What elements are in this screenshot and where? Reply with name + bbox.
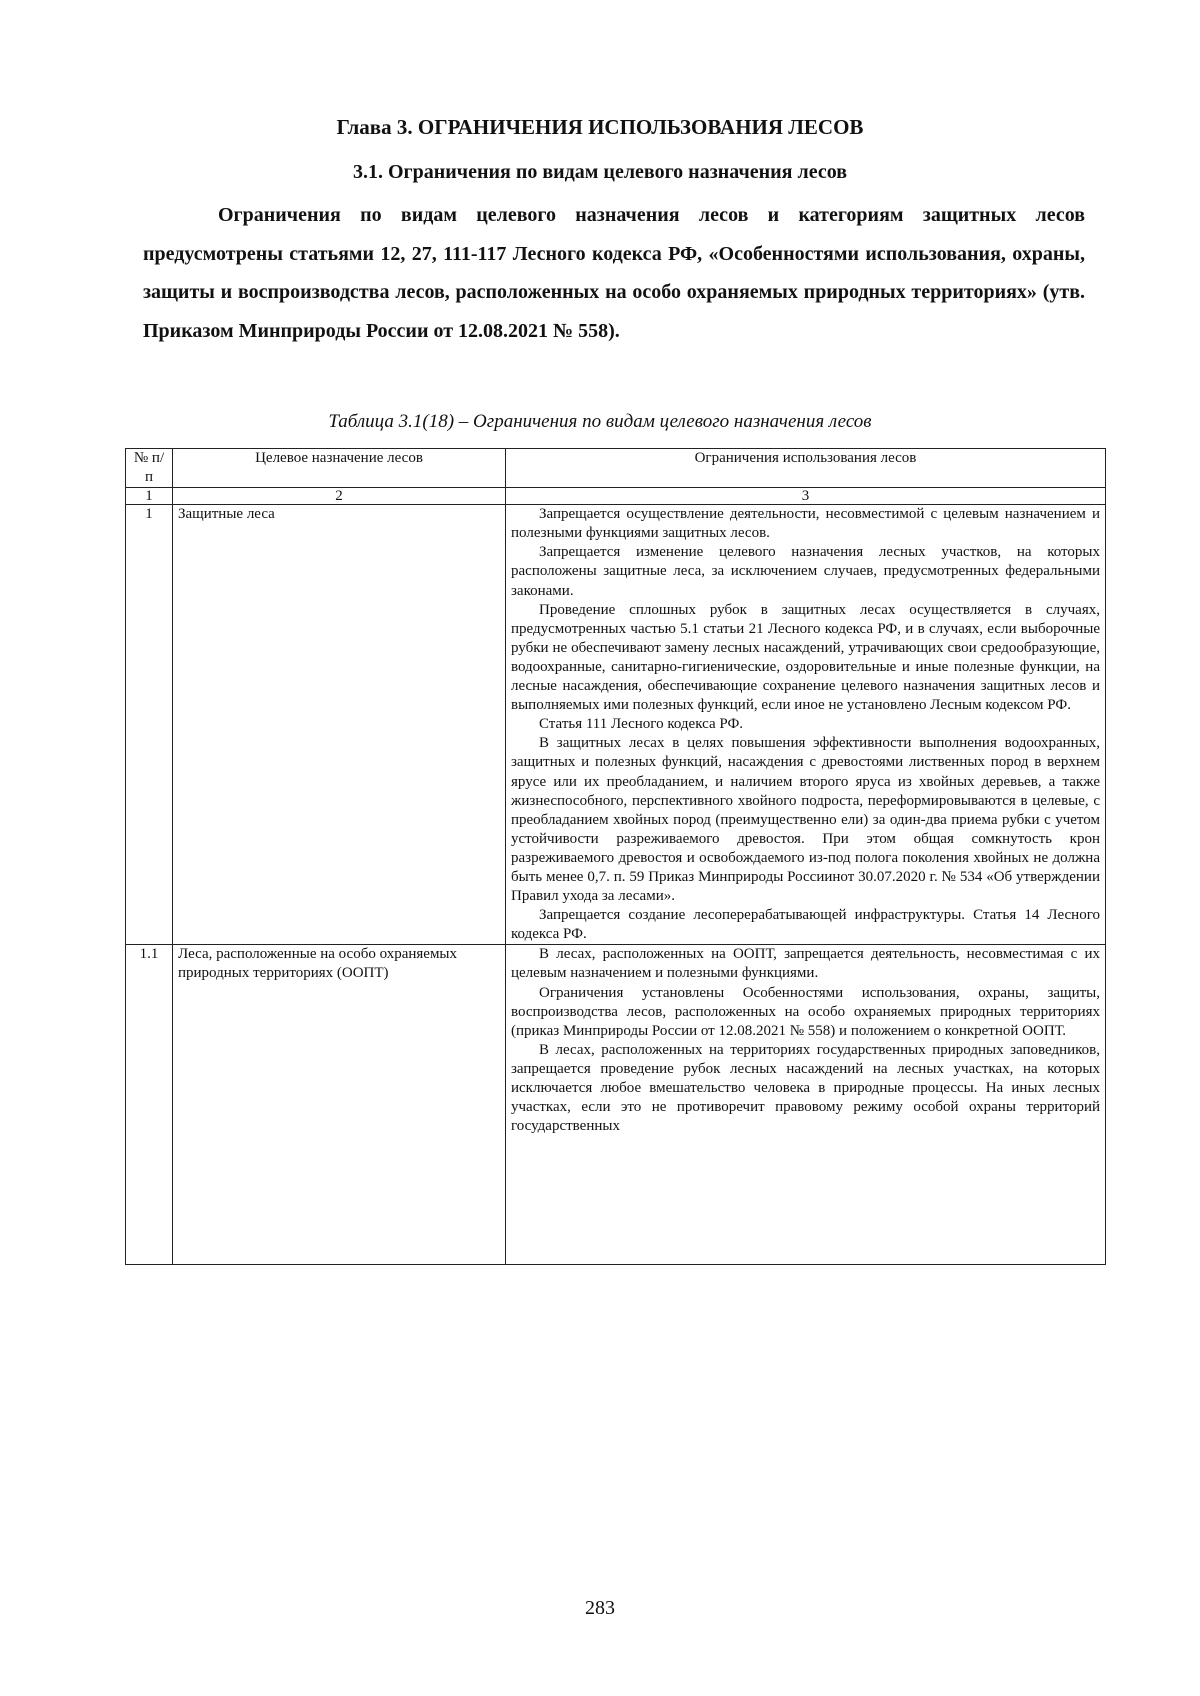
chapter-title: Глава 3. ОГРАНИЧЕНИЯ ИСПОЛЬЗОВАНИЯ ЛЕСОВ xyxy=(336,115,864,139)
restrictions-cell xyxy=(506,505,1106,945)
forest-purpose: Защитные леса xyxy=(173,505,506,945)
restriction-paragraph: Ограничения установлены Особенностями использования, охраны, защиты, воспроизводства лесов, расположенных на особо охраняемых природных территориях (приказ Минприроды России от 12.08.2021 № 558) и положением о конкретной ООПТ. xyxy=(511,984,1100,1039)
intro-paragraph: Ограничения по видам целевого назначения лесов и категориям защитных лесов предусмотрены статьями 12, 27, 111-117 Лесного кодекса РФ, «Особенностями использования, охраны, защиты и воспроизводства лесов, расположенных на особо охраняемых природных территориях» (утв. Приказом Минприроды России от 12.08.2021 № 558). xyxy=(143,204,1085,342)
restriction-paragraph: В лесах, расположенных на территориях государственных природных заповедников, запрещается проведение рубок лесных насаждений на лесных участках, на которых исключается любое вмешательство человека в природные процессы. На иных лесных участках, если это не противоречит правовому режиму особой охраны территорий государственных xyxy=(511,1041,1100,1135)
table-row xyxy=(126,945,1106,1265)
column-number: 2 xyxy=(173,488,506,505)
restriction-paragraph: В защитных лесах в целях повышения эффективности выполнения водоохранных, защитных и полезных функций, насаждения с древостоями лиственных пород в верхнем ярусе или их преобладанием, и наличием второго яруса из хвойных деревьев, а также жизнеспособного, перспективного хвойного подроста, переформировываются в целевые, с преобладанием хвойных пород (преимущественно ели) за один-два приема рубки с учетом устойчивости разреживаемого древостоя. При этом общая сомкнутость крон разреживаемого древостоя и освобождаемого из-под полога поколения хвойных не должна быть менее 0,7. п. 59 Приказ Минприроды Россиинот 30.07.2020 г. № 534 «Об утверждении Правил ухода за лесами». xyxy=(511,735,1100,905)
column-number-row xyxy=(126,488,1106,505)
restrictions-table xyxy=(125,448,1106,1265)
restrictions-cell xyxy=(506,945,1106,1265)
restriction-paragraph: В лесах, расположенных на ООПТ, запрещается деятельность, несовместимая с их целевым назначением и полезными функциями. xyxy=(511,946,1100,982)
section-title: 3.1. Ограничения по видам целевого назначения лесов xyxy=(353,161,847,183)
table-caption: Таблица 3.1(18) – Ограничения по видам целевого назначения лесов xyxy=(328,411,872,432)
row-number: 1 xyxy=(126,505,173,945)
column-number: 3 xyxy=(506,488,1106,505)
restriction-paragraph: Запрещается осуществление деятельности, несовместимой с целевым назначением и полезными функциями защитных лесов. xyxy=(511,506,1100,542)
header-restrictions: Ограничения использования лесов xyxy=(506,449,1106,488)
restriction-paragraph: Статья 111 Лесного кодекса РФ. xyxy=(539,716,744,733)
header-purpose: Целевое назначение лесов xyxy=(173,449,506,488)
table-header-row xyxy=(126,449,1106,488)
restriction-paragraph: Запрещается изменение целевого назначения лесных участков, на которых расположены защитные леса, за исключением случаев, предусмотренных федеральными законами. xyxy=(511,544,1100,599)
forest-purpose: Леса, расположенные на особо охраняемых природных территориях (ООПТ) xyxy=(173,945,506,1265)
page-number: 283 xyxy=(585,1597,615,1619)
row-number: 1.1 xyxy=(126,945,173,1265)
header-number: № п/п xyxy=(126,449,173,488)
restriction-paragraph: Запрещается создание лесоперерабатывающей инфраструктуры. Статья 14 Лесного кодекса РФ. xyxy=(511,907,1100,943)
table-row xyxy=(126,505,1106,945)
restriction-paragraph: Проведение сплошных рубок в защитных лесах осуществляется в случаях, предусмотренных частью 5.1 статьи 21 Лесного кодекса РФ, и в случаях, если выборочные рубки не обеспечивают замену лесных насаждений, утрачивающих свои средообразующие, водоохранные, санитарно-гигиенические, оздоровительные и иные полезные функции, на лесные насаждения, обеспечивающие сохранение целевого назначения защитных лесов и выполняемых ими полезных функций, если иное не установлено Лесным кодексом РФ. xyxy=(511,601,1100,714)
column-number: 1 xyxy=(126,488,173,505)
